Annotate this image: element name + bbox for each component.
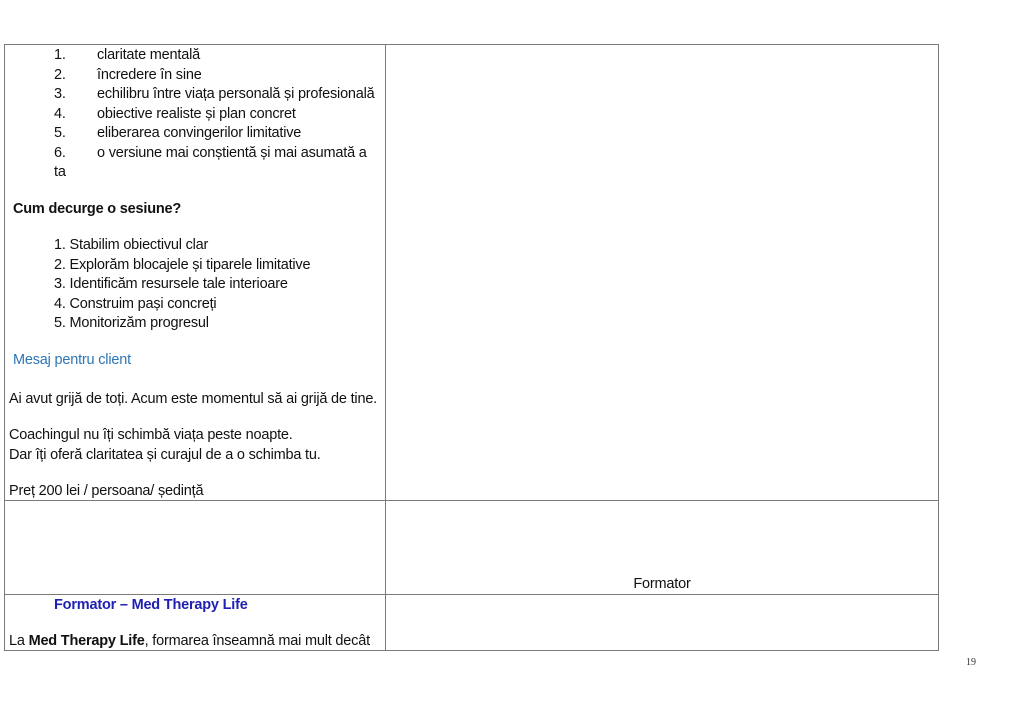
session-step: 2. Explorăm blocajele și tiparele limitative <box>54 257 311 273</box>
message-line: Dar îți oferă claritatea și curajul de a o schimba tu. <box>9 447 321 463</box>
left-cell <box>5 595 386 651</box>
benefit-text: echilibru între viața personală și profesională <box>97 86 375 102</box>
session-step: 3. Identificăm resursele tale interioare <box>54 276 288 292</box>
benefit-number: 2. <box>54 67 66 83</box>
session-heading: Cum decurge o sesiune? <box>13 201 182 217</box>
table-row <box>5 595 939 651</box>
benefit-text: o versiune mai conștientă și mai asumată a <box>97 145 367 161</box>
session-step: 5. Monitorizăm progresul <box>54 315 209 331</box>
intro-prefix: La <box>9 633 29 649</box>
formator-intro <box>9 632 370 651</box>
page-number: 19 <box>966 657 976 668</box>
price-text: Preț 200 lei / persoana/ ședință <box>9 483 204 499</box>
benefit-text: încredere în sine <box>97 67 202 83</box>
content-table <box>4 44 939 651</box>
message-line: Coachingul nu îți schimbă viața peste noapte. <box>9 427 293 443</box>
right-cell <box>386 595 939 651</box>
message-line: Ai avut grijă de toți. Acum este momentul să ai grijă de tine. <box>9 391 378 407</box>
right-cell <box>386 501 939 595</box>
benefit-number: 5. <box>54 125 66 141</box>
brand-name: Med Therapy Life <box>28 633 145 649</box>
left-cell <box>5 45 386 501</box>
left-cell <box>5 501 386 595</box>
table-row <box>5 45 939 501</box>
benefit-text: obiective realiste și plan concret <box>97 106 296 122</box>
right-cell <box>386 45 939 501</box>
benefit-number: 3. <box>54 86 66 102</box>
intro-suffix: , formarea înseamnă mai mult decât <box>144 633 370 649</box>
benefit-text: eliberarea convingerilor limitative <box>97 125 302 141</box>
formator-label: Formator <box>633 576 691 592</box>
benefit-text: claritate mentală <box>97 47 200 63</box>
table-row <box>5 501 939 595</box>
benefit-number: 6. <box>54 145 66 161</box>
formator-heading: Formator – Med Therapy Life <box>54 597 248 613</box>
session-step: 1. Stabilim obiectivul clar <box>54 237 209 253</box>
session-step: 4. Construim pași concreți <box>54 296 217 312</box>
benefit-text-continuation: ta <box>54 164 66 180</box>
benefit-number: 4. <box>54 106 66 122</box>
benefit-number: 1. <box>54 47 66 63</box>
message-heading: Mesaj pentru client <box>13 352 131 368</box>
